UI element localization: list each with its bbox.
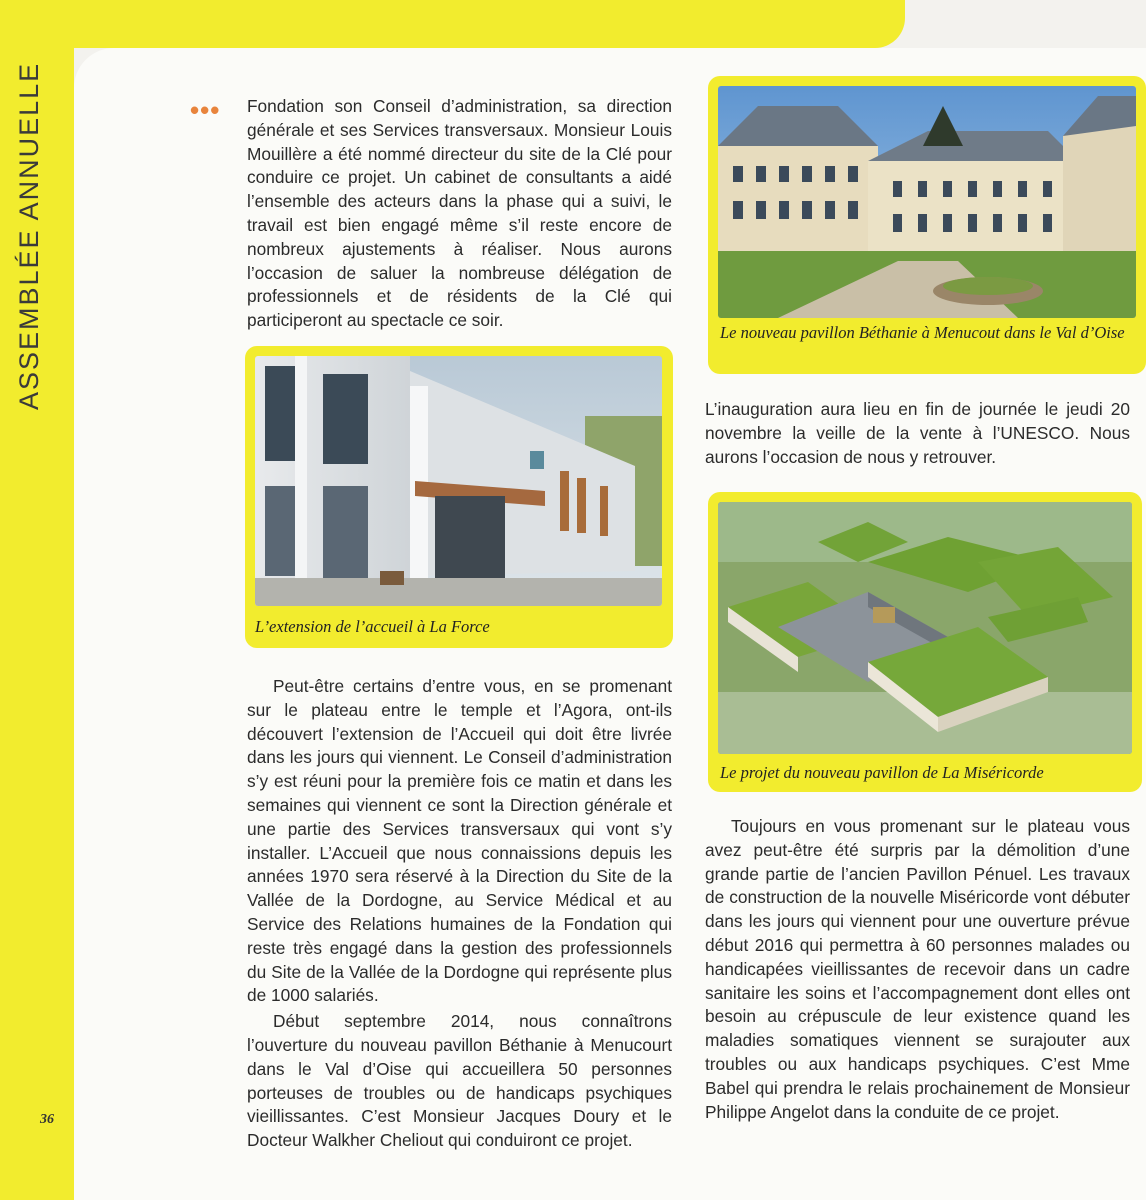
top-band bbox=[0, 0, 905, 48]
photo-misericorde-projet bbox=[718, 502, 1132, 754]
photo-accueil-extension bbox=[255, 356, 662, 606]
photo-frame-misericorde bbox=[708, 492, 1142, 792]
page-number: 36 bbox=[40, 1112, 54, 1127]
left-body-text bbox=[247, 675, 672, 1153]
paragraph-inauguration: L’inauguration aura lieu en fin de journée le jeudi 20 novembre la veille de la vente à l’UNESCO. Nous aurons l’occasion de nous y retrouver. bbox=[705, 399, 1130, 467]
photo-bethanie-pavillon bbox=[718, 86, 1136, 318]
photo-frame-bethanie bbox=[708, 76, 1146, 374]
paragraph-misericorde: Toujours en vous promenant sur le plateau vous avez peut-être été surpris par la démolition d’une grande partie de l’ancien Pavillon Pénuel. Les travaux de construction de la nouvelle Miséricorde vont débuter dans les jours qui viennent pour une ouverture prévue début 2016 qui permettra à 60 personnes malades ou handicapées vieillissantes de recevoir dans un cadre sanitaire les soins et l’accompagnement dont elles ont besoin au crépuscule de leur existence quand les maladies somatiques viennent se surajouter aux troubles ou aux handicaps psychiques. C’est Mme Babel qui prendra le relais prochainement de Monsieur Philippe Angelot dans la conduite de ce projet. bbox=[705, 816, 1130, 1122]
intro-paragraph: Fondation son Conseil d’administration, sa direction générale et ses Services transversaux. Monsieur Louis Mouillère a été nommé directeur du site de la Clé pour conduire ce projet. Un cabinet de consultants a aidé l’ensemble des acteurs dans la phase qui a suivi, le travail est bien engagé même s’il reste encore de nombreux ajustements à réaliser. Nous aurons l’occasion de saluer la nombreuse délégation de professionnels et de résidents de la Clé qui participeront au spectacle ce soir. bbox=[247, 96, 672, 331]
photo-caption-accueil: L’extension de l’accueil à La Force bbox=[255, 617, 490, 636]
section-title: ASSEMBLÉE ANNUELLE bbox=[14, 61, 44, 410]
paragraph-bethanie: Début septembre 2014, nous connaîtrons l’ouverture du nouveau pavillon Béthanie à Menucourt dans le Val d’Oise qui accueillera 50 personnes porteuses de troubles ou de handicaps psychiques vieillissantes. C’est Monsieur Jacques Doury et le Docteur Walkher Cheliout qui conduiront ce projet. bbox=[247, 1011, 672, 1151]
photo-caption-bethanie: Le nouveau pavillon Béthanie à Menucout dans le Val d’Oise bbox=[720, 323, 1125, 342]
photo-caption-misericorde: Le projet du nouveau pavillon de La Miséricorde bbox=[720, 763, 1044, 782]
paragraph-accueil: Peut-être certains d’entre vous, en se promenant sur le plateau entre le temple et l’Agora, ont-ils découvert l’extension de l’Accueil qui doit être livrée dans les jours qui viennent. Le Conseil d’administration s’y est réuni pour la première fois ce matin et dans les semaines qui viennent ce sont la Direction générale et une partie des Services transversaux qui vont s’y installer. L’Accueil que nous connaissions depuis les années 1970 sera réservé à la Direction du Site de la Vallée de la Dordogne, au Service Médical et au Service des Relations humaines de la Fondation qui reste très engagé dans la gestion des professionnels du Site de la Vallée de la Dordogne qui représente plus de 1000 salariés. bbox=[247, 676, 672, 1006]
continuation-marker: ••• bbox=[190, 95, 221, 125]
photo-frame-accueil bbox=[245, 346, 673, 648]
